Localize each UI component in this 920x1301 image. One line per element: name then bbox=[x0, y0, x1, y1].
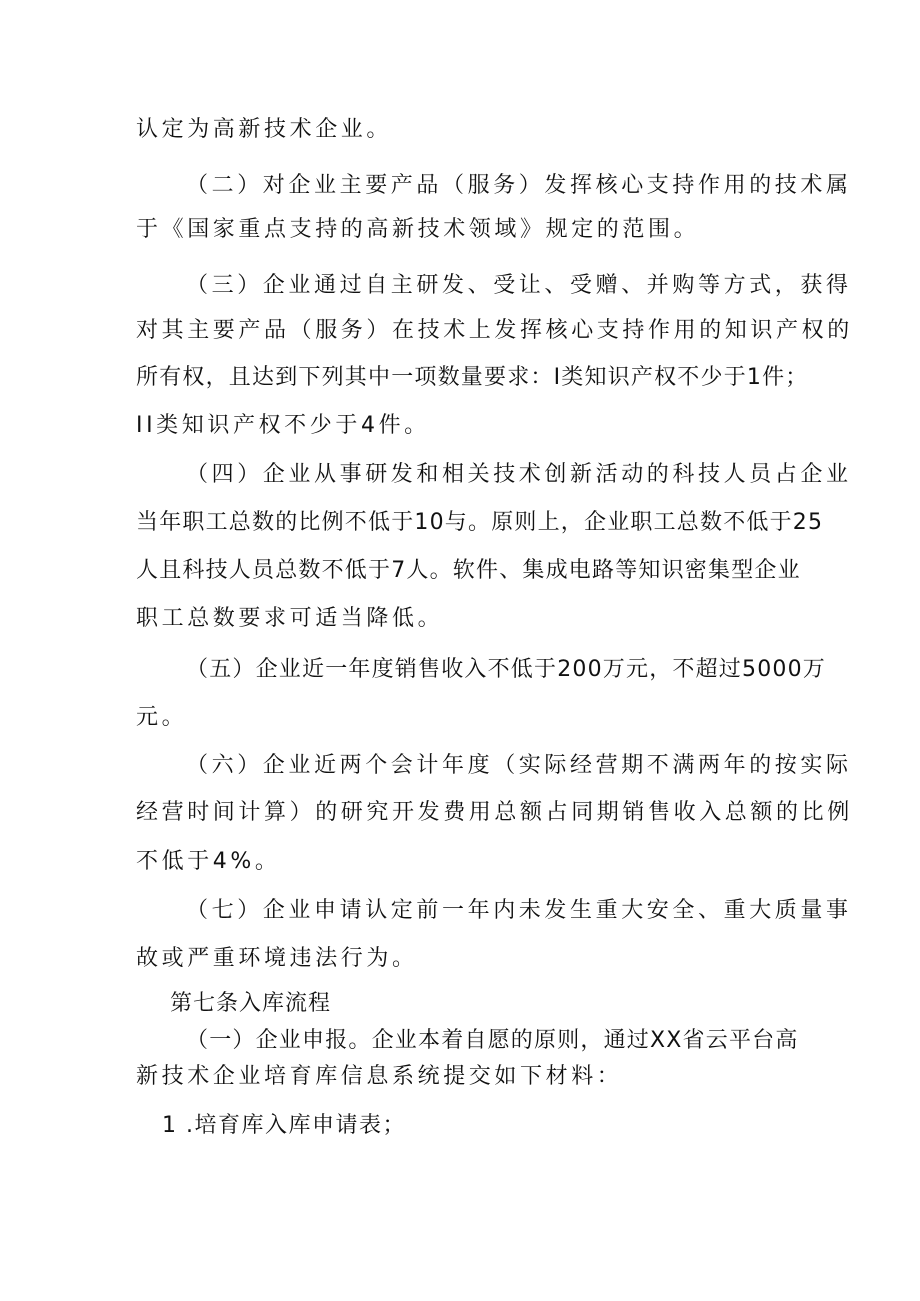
text-line: 元。 bbox=[136, 705, 188, 730]
text-line: 经营时间计算）的研究开发费用总额占同期销售收入总额的比例 bbox=[136, 800, 853, 825]
section-heading: 第七条入库流程 bbox=[170, 991, 332, 1016]
text-line: 认定为高新技术企业。 bbox=[136, 117, 393, 142]
text-line: 所有权，且达到下列其中一项数量要求：I类知识产权不少于1件； bbox=[136, 365, 809, 390]
text-line: 对其主要产品（服务）在技术上发挥核心支持作用的知识产权的 bbox=[136, 318, 853, 343]
text-line: II类知识产权不少于4件。 bbox=[136, 413, 430, 438]
text-line: 人且科技人员总数不低于7人。软件、集成电路等知识密集型企业 bbox=[136, 558, 801, 583]
text-line-item-7: （七）企业申请认定前一年内未发生重大安全、重大质量事 bbox=[186, 898, 852, 923]
text-line-item-5: （五）企业近一年度销售收入不低于200万元，不超过5000万 bbox=[186, 657, 826, 682]
text-line-item-2: （二）对企业主要产品（服务）发挥核心支持作用的技术属 bbox=[186, 173, 852, 198]
text-line-item-1: （一）企业申报。企业本着自愿的原则，通过XX省云平台高 bbox=[186, 1028, 799, 1053]
text-line: 当年职工总数的比例不低于10与。原则上，企业职工总数不低于25 bbox=[136, 510, 824, 535]
text-line-item-4: （四）企业从事研发和相关技术创新活动的科技人员占企业 bbox=[186, 462, 852, 487]
text-line-item-3: （三）企业通过自主研发、受让、受赠、并购等方式，获得 bbox=[186, 273, 852, 298]
text-line: 于《国家重点支持的高新技术领域》规定的范围。 bbox=[136, 217, 700, 242]
text-line: 故或严重环境违法行为。 bbox=[136, 946, 418, 971]
text-line: 职工总数要求可适当降低。 bbox=[136, 606, 444, 631]
text-line-item-6: （六）企业近两个会计年度（实际经营期不满两年的按实际 bbox=[186, 753, 852, 778]
text-line: 不低于4%。 bbox=[136, 849, 281, 874]
list-item: 1 .培育库入库申请表； bbox=[162, 1113, 406, 1138]
text-line: 新技术企业培育库信息系统提交如下材料： bbox=[136, 1064, 623, 1089]
